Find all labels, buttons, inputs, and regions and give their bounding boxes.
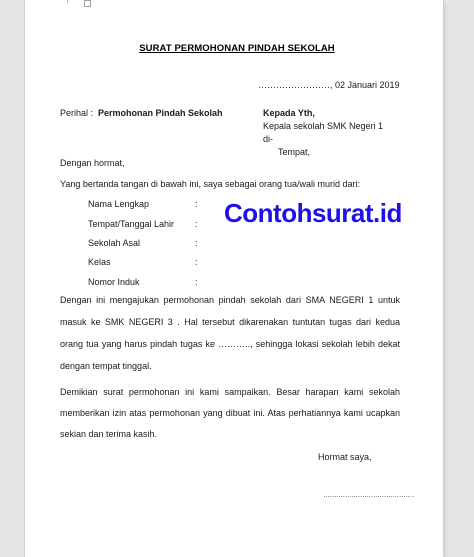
signature-line: …………………………………… xyxy=(323,492,414,499)
field-colon-sekolah: : xyxy=(195,238,198,248)
field-label-sekolah: Sekolah Asal xyxy=(88,238,141,248)
body-paragraph: Dengan ini mengajukan permohonan pindah sekolah dari SMA NEGERI 1 untuk masuk ke SMK NEGERI 3 . Hal tersebut dikarenakan tuntutan tugas dari kedua orang tua yang harus pindah tugas ke ……….., sehingga lokasi sekolah lebih dekat dengan tempat tinggal. xyxy=(60,295,400,371)
field-colon-ttl: : xyxy=(195,219,198,229)
recipient-name: Kepala sekolah SMK Negeri 1 xyxy=(263,121,384,131)
signoff: Hormat saya, xyxy=(318,452,372,462)
recipient-at: di- xyxy=(263,134,274,144)
field-colon-nomor: : xyxy=(195,277,198,287)
field-colon-kelas: : xyxy=(195,257,198,267)
watermark-logo: Contohsurat.id xyxy=(224,198,402,228)
perihal-label: Perihal : xyxy=(60,108,94,118)
page-corner-mark-left xyxy=(67,0,68,3)
letter-date: ……………………, 02 Januari 2019 xyxy=(258,80,400,90)
page-corner-mark-right xyxy=(84,0,91,7)
field-colon-nama: : xyxy=(195,199,198,209)
intro-text: Yang bertanda tangan di bawah ini, saya sebagai orang tua/wali murid dari: xyxy=(60,179,361,189)
greeting: Dengan hormat, xyxy=(60,158,125,168)
field-label-kelas: Kelas xyxy=(88,257,111,267)
field-label-nama: Nama Lengkap xyxy=(88,199,150,209)
field-label-nomor: Nomor Induk xyxy=(88,277,140,287)
recipient-place: Tempat, xyxy=(278,147,311,157)
closing-paragraph: Demikian surat permohonan ini kami sampaikan. Besar harapan kami sekolah memberikan izin atas permohonan yang dibuat ini. Atas perhatiannya kami ucapkan sekian dan terima kasih. xyxy=(60,387,400,439)
field-label-ttl: Tempat/Tanggal Lahir xyxy=(88,219,175,229)
document-title: SURAT PERMOHONAN PINDAH SEKOLAH xyxy=(139,43,335,54)
recipient-salutation: Kepada Yth, xyxy=(263,108,315,118)
perihal-value: Permohonan Pindah Sekolah xyxy=(98,108,223,118)
